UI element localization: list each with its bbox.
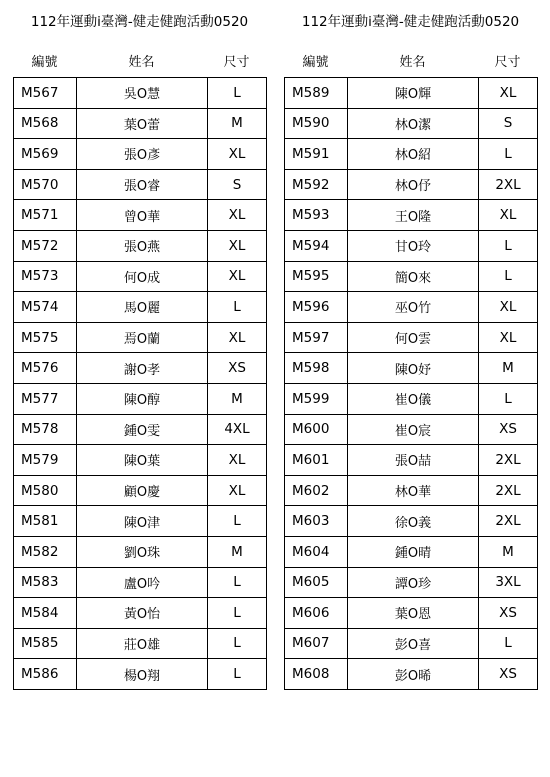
participant-name: 楊O翔 [77,659,208,690]
participant-id: M577 [14,383,77,414]
participant-id: M567 [14,78,77,109]
table-row [14,383,267,414]
participant-name: 莊O雄 [77,628,208,659]
table-row [285,230,538,261]
shirt-size: 2XL [479,506,538,537]
right-title: 112年運動i臺灣-健走健跑活動0520 [301,14,520,30]
shirt-size: 3XL [479,567,538,598]
shirt-size: M [208,536,267,567]
shirt-size: M [479,536,538,567]
shirt-size: XL [208,322,267,353]
shirt-size: XL [208,261,267,292]
shirt-size: XS [479,659,538,690]
participant-name: 陳O妤 [348,353,479,384]
participant-name: 葉O蕾 [77,108,208,139]
table-row [285,506,538,537]
shirt-size: XL [208,200,267,231]
participant-id: M585 [14,628,77,659]
participant-name: 何O成 [77,261,208,292]
participant-name: 曾O華 [77,200,208,231]
participant-id: M575 [14,322,77,353]
participant-name: 王O隆 [348,200,479,231]
participant-name: 陳O葉 [77,445,208,476]
participant-name: 陳O輝 [348,78,479,109]
table-row [14,169,267,200]
participant-name: 簡O來 [348,261,479,292]
participant-id: M603 [285,506,348,537]
participant-name: 彭O晞 [348,659,479,690]
participant-name: 顧O慶 [77,475,208,506]
table-row [285,659,538,690]
shirt-size: XS [208,353,267,384]
participant-id: M605 [285,567,348,598]
shirt-size: L [208,659,267,690]
participant-id: M602 [285,475,348,506]
participant-name: 徐O義 [348,506,479,537]
shirt-size: XL [208,139,267,170]
shirt-size: XS [479,598,538,629]
participant-name: 盧O吟 [77,567,208,598]
participant-name: 陳O醇 [77,383,208,414]
shirt-size: 4XL [208,414,267,445]
table-row [14,475,267,506]
left-table [13,77,267,690]
shirt-size: L [208,506,267,537]
shirt-size: M [479,353,538,384]
participant-name: 林O紹 [348,139,479,170]
table-row [14,445,267,476]
table-row [14,598,267,629]
participant-name: 焉O蘭 [77,322,208,353]
table-row [285,169,538,200]
participant-id: M580 [14,475,77,506]
shirt-size: L [208,598,267,629]
shirt-size: XL [479,292,538,323]
participant-id: M568 [14,108,77,139]
left-header [13,44,266,77]
shirt-size: XL [208,475,267,506]
participant-name: 陳O津 [77,506,208,537]
participant-id: M604 [285,536,348,567]
shirt-size: 2XL [479,445,538,476]
participant-id: M601 [285,445,348,476]
participant-id: M573 [14,261,77,292]
table-row [14,506,267,537]
shirt-size: M [208,383,267,414]
table-row [285,475,538,506]
participant-id: M576 [14,353,77,384]
shirt-size: L [208,292,267,323]
header-id: 編號 [31,55,58,70]
participant-name: 甘O玲 [348,230,479,261]
shirt-size: 2XL [479,475,538,506]
header-name: 姓名 [128,55,155,70]
shirt-size: L [479,261,538,292]
table-row [14,78,267,109]
table-row [14,230,267,261]
participant-id: M582 [14,536,77,567]
participant-name: 何O雲 [348,322,479,353]
table-row [285,200,538,231]
header-id: 編號 [302,55,329,70]
shirt-size: L [479,230,538,261]
table-row [285,567,538,598]
shirt-size: XL [479,200,538,231]
participant-name: 崔O宸 [348,414,479,445]
participant-id: M594 [285,230,348,261]
participant-id: M583 [14,567,77,598]
table-row [285,414,538,445]
shirt-size: L [479,139,538,170]
table-row [285,598,538,629]
table-row [285,108,538,139]
left-title: 112年運動i臺灣-健走健跑活動0520 [30,14,249,30]
table-row [14,108,267,139]
table-row [285,322,538,353]
table-row [14,536,267,567]
table-row [14,659,267,690]
participant-name: 彭O喜 [348,628,479,659]
participant-name: 巫O竹 [348,292,479,323]
shirt-size: XL [208,445,267,476]
participant-id: M597 [285,322,348,353]
shirt-size: S [208,169,267,200]
participant-id: M596 [285,292,348,323]
table-row [14,414,267,445]
participant-id: M598 [285,353,348,384]
participant-name: 鍾O晴 [348,536,479,567]
table-row [14,628,267,659]
participant-id: M606 [285,598,348,629]
participant-id: M579 [14,445,77,476]
table-row [285,383,538,414]
shirt-size: XL [208,230,267,261]
table-row [14,353,267,384]
participant-id: M595 [285,261,348,292]
participant-id: M570 [14,169,77,200]
participant-name: 林O伃 [348,169,479,200]
participant-name: 黃O怡 [77,598,208,629]
table-row [14,261,267,292]
participant-id: M581 [14,506,77,537]
participant-name: 吳O慧 [77,78,208,109]
table-row [285,628,538,659]
participant-name: 劉O珠 [77,536,208,567]
shirt-size: L [208,628,267,659]
participant-name: 張O睿 [77,169,208,200]
participant-name: 譚O珍 [348,567,479,598]
participant-id: M589 [285,78,348,109]
shirt-size: L [208,78,267,109]
table-row [285,78,538,109]
table-row [285,139,538,170]
participant-name: 謝O孝 [77,353,208,384]
shirt-size: L [479,383,538,414]
participant-name: 林O華 [348,475,479,506]
right-header [284,44,537,77]
table-row [285,445,538,476]
participant-id: M586 [14,659,77,690]
participant-id: M571 [14,200,77,231]
participant-id: M569 [14,139,77,170]
participant-id: M590 [285,108,348,139]
header-name: 姓名 [399,55,426,70]
participant-name: 馬O麗 [77,292,208,323]
participant-id: M591 [285,139,348,170]
table-row [14,322,267,353]
table-row [285,292,538,323]
participant-id: M608 [285,659,348,690]
shirt-size: XS [479,414,538,445]
shirt-size: L [208,567,267,598]
participant-name: 張O喆 [348,445,479,476]
participant-id: M599 [285,383,348,414]
participant-id: M584 [14,598,77,629]
participant-id: M572 [14,230,77,261]
shirt-size: XL [479,78,538,109]
participant-id: M600 [285,414,348,445]
shirt-size: S [479,108,538,139]
shirt-size: 2XL [479,169,538,200]
participant-id: M592 [285,169,348,200]
table-row [14,292,267,323]
participant-name: 崔O儀 [348,383,479,414]
shirt-size: L [479,628,538,659]
table-row [285,261,538,292]
header-size: 尺寸 [494,55,521,70]
participant-name: 葉O恩 [348,598,479,629]
participant-id: M574 [14,292,77,323]
right-table [284,77,538,690]
table-row [14,567,267,598]
table-row [285,353,538,384]
table-row [285,536,538,567]
participant-id: M593 [285,200,348,231]
participant-id: M578 [14,414,77,445]
participant-name: 張O彥 [77,139,208,170]
participant-name: 林O潔 [348,108,479,139]
table-row [14,139,267,170]
header-size: 尺寸 [223,55,250,70]
shirt-size: M [208,108,267,139]
participant-id: M607 [285,628,348,659]
left-roster [13,14,266,690]
right-roster [284,14,537,690]
table-row [14,200,267,231]
participant-name: 張O燕 [77,230,208,261]
shirt-size: XL [479,322,538,353]
participant-name: 鍾O雯 [77,414,208,445]
